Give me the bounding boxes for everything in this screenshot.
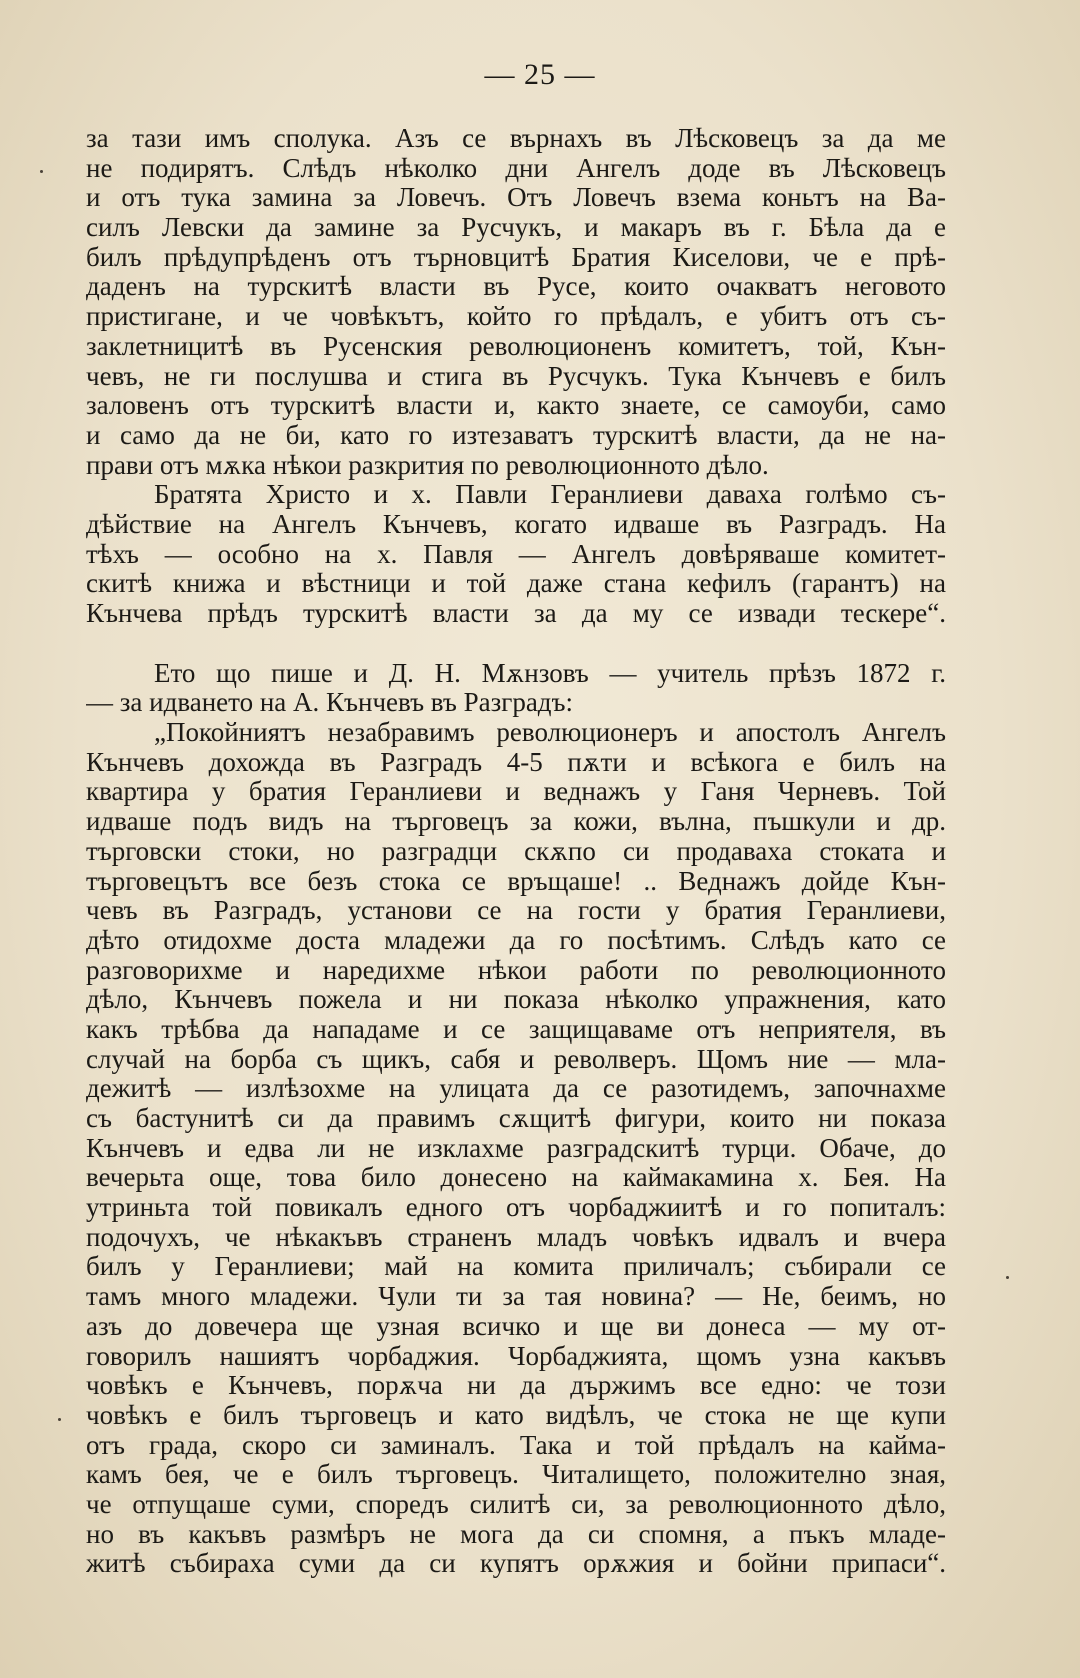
- text-line: човѣкъ е Кънчевъ, порѫча ни да държимъ все едно: че този: [86, 1371, 946, 1401]
- paragraph: [86, 124, 946, 480]
- text-line: билъ у Геранлиеви; май на комита приличалъ; събирали се: [86, 1252, 946, 1282]
- text-line: и отъ тука замина за Ловечъ. Отъ Ловечъ взема коньтъ на Ва-: [86, 183, 946, 213]
- text-line: че отпущаше суми, спорeдъ силитѣ си, за революционното дѣло,: [86, 1489, 946, 1519]
- paragraph: [86, 659, 946, 718]
- text-line: говорилъ нашиятъ чорбаджия. Чорбаджията, щомъ узна какъвъ: [86, 1341, 946, 1371]
- paper-speck: [40, 170, 43, 173]
- quotation-paragraph: [86, 718, 946, 1579]
- paper-speck: [58, 1418, 61, 1421]
- text-line: дѣйствие на Ангелъ Кънчевъ, когато идваше въ Разградъ. На: [86, 509, 946, 539]
- text-line: но въ какъвъ размѣръ не мога да си спомня, а пъкъ младе-: [86, 1519, 946, 1549]
- text-line: разговорихме и наредихме нѣкои работи по революционното: [86, 955, 946, 985]
- text-line: заклетницитѣ въ Русенския революционенъ комитетъ, той, Кън-: [86, 331, 946, 361]
- page-number: — 25 —: [484, 58, 596, 91]
- text-line: пристигане, и че човѣкътъ, който го прѣдалъ, е убитъ отъ съ-: [86, 302, 946, 332]
- paragraph: [86, 480, 946, 628]
- text-line: Кънчева прѣдъ турскитѣ власти за да му се извади тескере“.: [86, 599, 946, 628]
- text-line: заловенъ отъ турскитѣ власти и, както знаете, се самоуби, само: [86, 391, 946, 421]
- text-line: скитѣ книжа и вѣстници и той даже стана кефилъ (гарантъ) на: [86, 569, 946, 599]
- text-line: „Покойниятъ незабравимъ революционеръ и апостолъ Ангелъ: [154, 718, 946, 748]
- text-line: Ето що пише и Д. Н. Мѫнзовъ — учитель прѣзъ 1872 г.: [154, 658, 946, 688]
- text-line: азъ до довечера ще узная всичко и ще ви донеса — му от-: [86, 1311, 946, 1341]
- text-line: дежитѣ — излѣзохме на улицата да се разотидемъ, започнахме: [86, 1074, 946, 1104]
- text-line: чевъ въ Разградъ, установи се на гости у братия Геранлиеви,: [86, 896, 946, 926]
- text-line: за тази имъ сполука. Азъ се върнахъ въ Лѣсковецъ за да ме: [86, 124, 946, 153]
- text-line: човѣкъ е билъ търговецъ и като видѣлъ, че стока не ще купи: [86, 1400, 946, 1430]
- text-line: билъ прѣдупрѣденъ отъ търновцитѣ Братия Киселови, че е прѣ-: [86, 242, 946, 272]
- text-line: търговецътъ все безъ стока се връщаше! .. Веднажъ дойде Кън-: [86, 866, 946, 896]
- text-line: житѣ събираха суми да си купятъ орѫжия и бойни припаси“.: [86, 1549, 946, 1579]
- text-line: Кънчевъ дохожда въ Разградъ 4-5 пѫти и всѣкога е билъ на: [86, 747, 946, 777]
- text-line: подочухъ, че нѣкакъвъ страненъ младъ човѣкъ идвалъ и вчера: [86, 1222, 946, 1252]
- text-line: дѣто отидохме доста младежи да го посѣтимъ. Слѣдъ като се: [86, 925, 946, 955]
- text-line: камъ бея, че е билъ търговецъ. Читалището, положително зная,: [86, 1460, 946, 1490]
- text-line: какъ трѣбва да нападаме и се защищаваме отъ неприятеля, въ: [86, 1014, 946, 1044]
- text-line: отъ града, скоро си заминалъ. Така и той прѣдалъ на каймa-: [86, 1430, 946, 1460]
- text-line: прави отъ мѫка нѣкои разкрития по революционното дѣло.: [86, 450, 769, 480]
- text-line: Братята Христо и х. Павли Геранлиеви даваха голѣмо съ-: [154, 480, 946, 510]
- text-line: не подирятъ. Слѣдъ нѣколко дни Ангелъ доде въ Лѣсковецъ: [86, 153, 946, 183]
- text-line: — за идването на А. Кънчевъ въ Разградъ:: [86, 688, 574, 718]
- text-line: тѣхъ — особно на х. Павля — Ангелъ довѣряваше комитет-: [86, 539, 946, 569]
- text-line: чевъ, не ги послушва и стига въ Русчукъ. Тука Кънчевъ е билъ: [86, 361, 946, 391]
- text-line: съ бастунитѣ си да правимъ сѫщитѣ фигури, които ни показа: [86, 1104, 946, 1133]
- text-line: тамъ много младежи. Чули ти за тая новина? — Не, беимъ, но: [86, 1282, 946, 1312]
- paper-speck: [1006, 1276, 1009, 1279]
- text-line: случай на борба съ щикъ, сабя и револверъ. Щомъ ние — мла-: [86, 1044, 946, 1074]
- text-line: Кънчевъ и едва ли не изклахме разградскитѣ турци. Обаче, до: [86, 1133, 946, 1163]
- text-line: и само да не би, като го изтезаватъ турскитѣ власти, да не на-: [86, 420, 946, 450]
- text-line: силъ Левски да замине за Русчукъ, и макаръ въ г. Бѣла да е: [86, 213, 946, 243]
- text-line: търговски стоки, но разградци скѫпо си продаваха стоката и: [86, 836, 946, 866]
- text-line: квартира у братия Геранлиеви и веднажъ у Ганя Черневъ. Той: [86, 777, 946, 807]
- text-line: вечерьта още, това било донесено на каймакамина х. Бея. На: [86, 1163, 946, 1193]
- text-line: дѣло, Кънчевъ пожела и ни показа нѣколко упражнения, като: [86, 985, 946, 1015]
- text-line: утриньта той повикалъ едного отъ чорбаджиитѣ и го попиталъ:: [86, 1193, 946, 1223]
- body-text: [86, 124, 946, 1579]
- text-line: идваше подъ видъ на търговецъ за кожи, вълна, пъшкули и др.: [86, 807, 946, 837]
- paragraph-gap: [86, 629, 946, 659]
- text-line: даденъ на турскитѣ власти въ Русе, които очакватъ неговото: [86, 272, 946, 302]
